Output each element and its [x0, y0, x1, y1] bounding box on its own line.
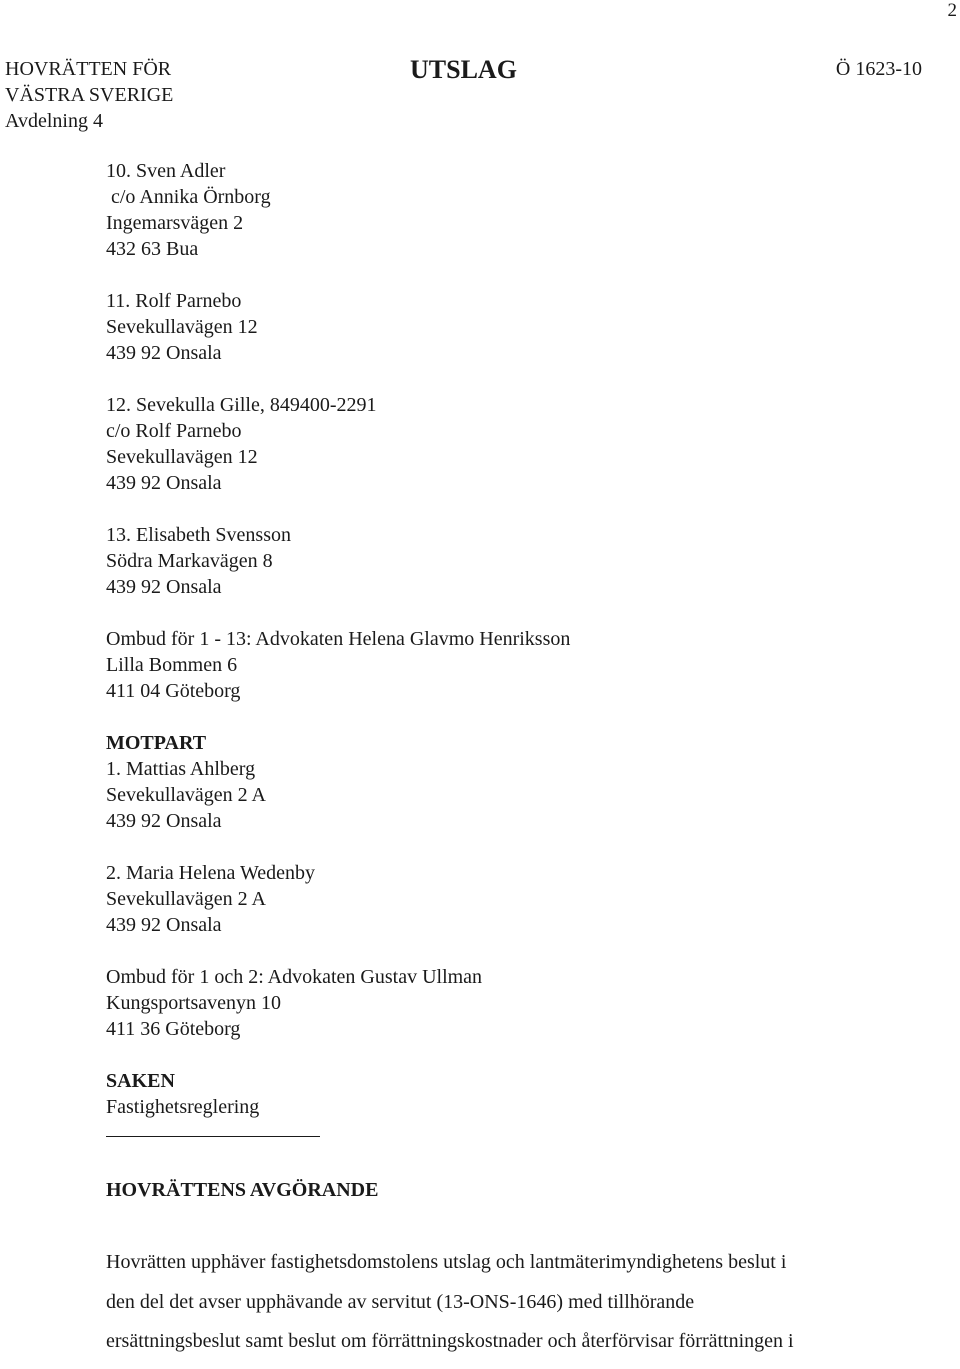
party-address-line: Ingemarsvägen 2	[106, 212, 244, 234]
party-address-line: Sevekullavägen 2 A	[106, 784, 266, 806]
counsel-address-block	[106, 964, 906, 1042]
party-name: 12. Sevekulla Gille, 849400-2291	[106, 394, 377, 416]
counsel-address-line: Lilla Bommen 6	[106, 654, 238, 676]
party-address-line: 439 92 Onsala	[106, 914, 222, 936]
judgment-heading: HOVRÄTTENS AVGÖRANDE	[106, 1179, 379, 1201]
party-name: 1. Mattias Ahlberg	[106, 758, 256, 780]
judgment-text	[106, 1243, 906, 1362]
party-address-line: c/o Annika Örnborg	[111, 186, 271, 208]
counsel-address-line: Kungsportsavenyn 10	[106, 992, 281, 1014]
party-address-block	[106, 392, 906, 496]
court-name-line: HOVRÄTTEN FÖR	[5, 58, 172, 80]
matter-block	[106, 1068, 906, 1137]
counsel-address-line: 411 36 Göteborg	[106, 1018, 241, 1040]
document-body	[106, 158, 906, 1362]
party-address-line: c/o Rolf Parnebo	[106, 420, 242, 442]
matter-heading: SAKEN	[106, 1070, 175, 1092]
counterparty-block	[106, 730, 906, 834]
judgment-line: Hovrätten upphäver fastighetsdomstolens utslag och lantmäterimyndighetens beslut i	[106, 1251, 787, 1273]
party-address-line: Sevekullavägen 12	[106, 316, 258, 338]
party-address-line: 439 92 Onsala	[106, 472, 222, 494]
matter-text: Fastighetsreglering	[106, 1096, 260, 1118]
party-name: 11. Rolf Parnebo	[106, 290, 242, 312]
party-name: 2. Maria Helena Wedenby	[106, 862, 316, 884]
document-type: UTSLAG	[410, 55, 517, 84]
judgment-line: ersättningsbeslut samt beslut om förrättningskostnader och återförvisar förrättningen i	[106, 1330, 794, 1352]
counsel-name: Ombud för 1 och 2: Advokaten Gustav Ullman	[106, 966, 483, 988]
section-divider	[106, 1136, 320, 1137]
court-division: Avdelning 4	[5, 110, 103, 132]
case-number: Ö 1623-10	[835, 58, 922, 80]
court-name-line: VÄSTRA SVERIGE	[5, 84, 174, 106]
party-address-line: Södra Markavägen 8	[106, 550, 273, 572]
party-address-line: 439 92 Onsala	[106, 810, 222, 832]
counterparty-heading: MOTPART	[106, 732, 207, 754]
court-name	[5, 56, 173, 134]
page-number: 2	[947, 0, 957, 21]
party-address-block	[106, 158, 906, 262]
counsel-address-block	[106, 626, 906, 704]
party-name: 10. Sven Adler	[106, 160, 226, 182]
party-address-line: 439 92 Onsala	[106, 342, 222, 364]
party-address-block	[106, 288, 906, 366]
party-name: 13. Elisabeth Svensson	[106, 524, 291, 546]
party-address-block	[106, 522, 906, 600]
party-address-line: 432 63 Bua	[106, 238, 199, 260]
judgment-line: den del det avser upphävande av servitut (13-ONS-1646) med tillhörande	[106, 1290, 695, 1313]
party-address-line: 439 92 Onsala	[106, 576, 222, 598]
counsel-address-line: 411 04 Göteborg	[106, 680, 241, 702]
party-address-line: Sevekullavägen 2 A	[106, 888, 266, 910]
party-address-line: Sevekullavägen 12	[106, 446, 258, 468]
counsel-name: Ombud för 1 - 13: Advokaten Helena Glavmo Henriksson	[106, 628, 571, 650]
party-address-block	[106, 860, 906, 938]
